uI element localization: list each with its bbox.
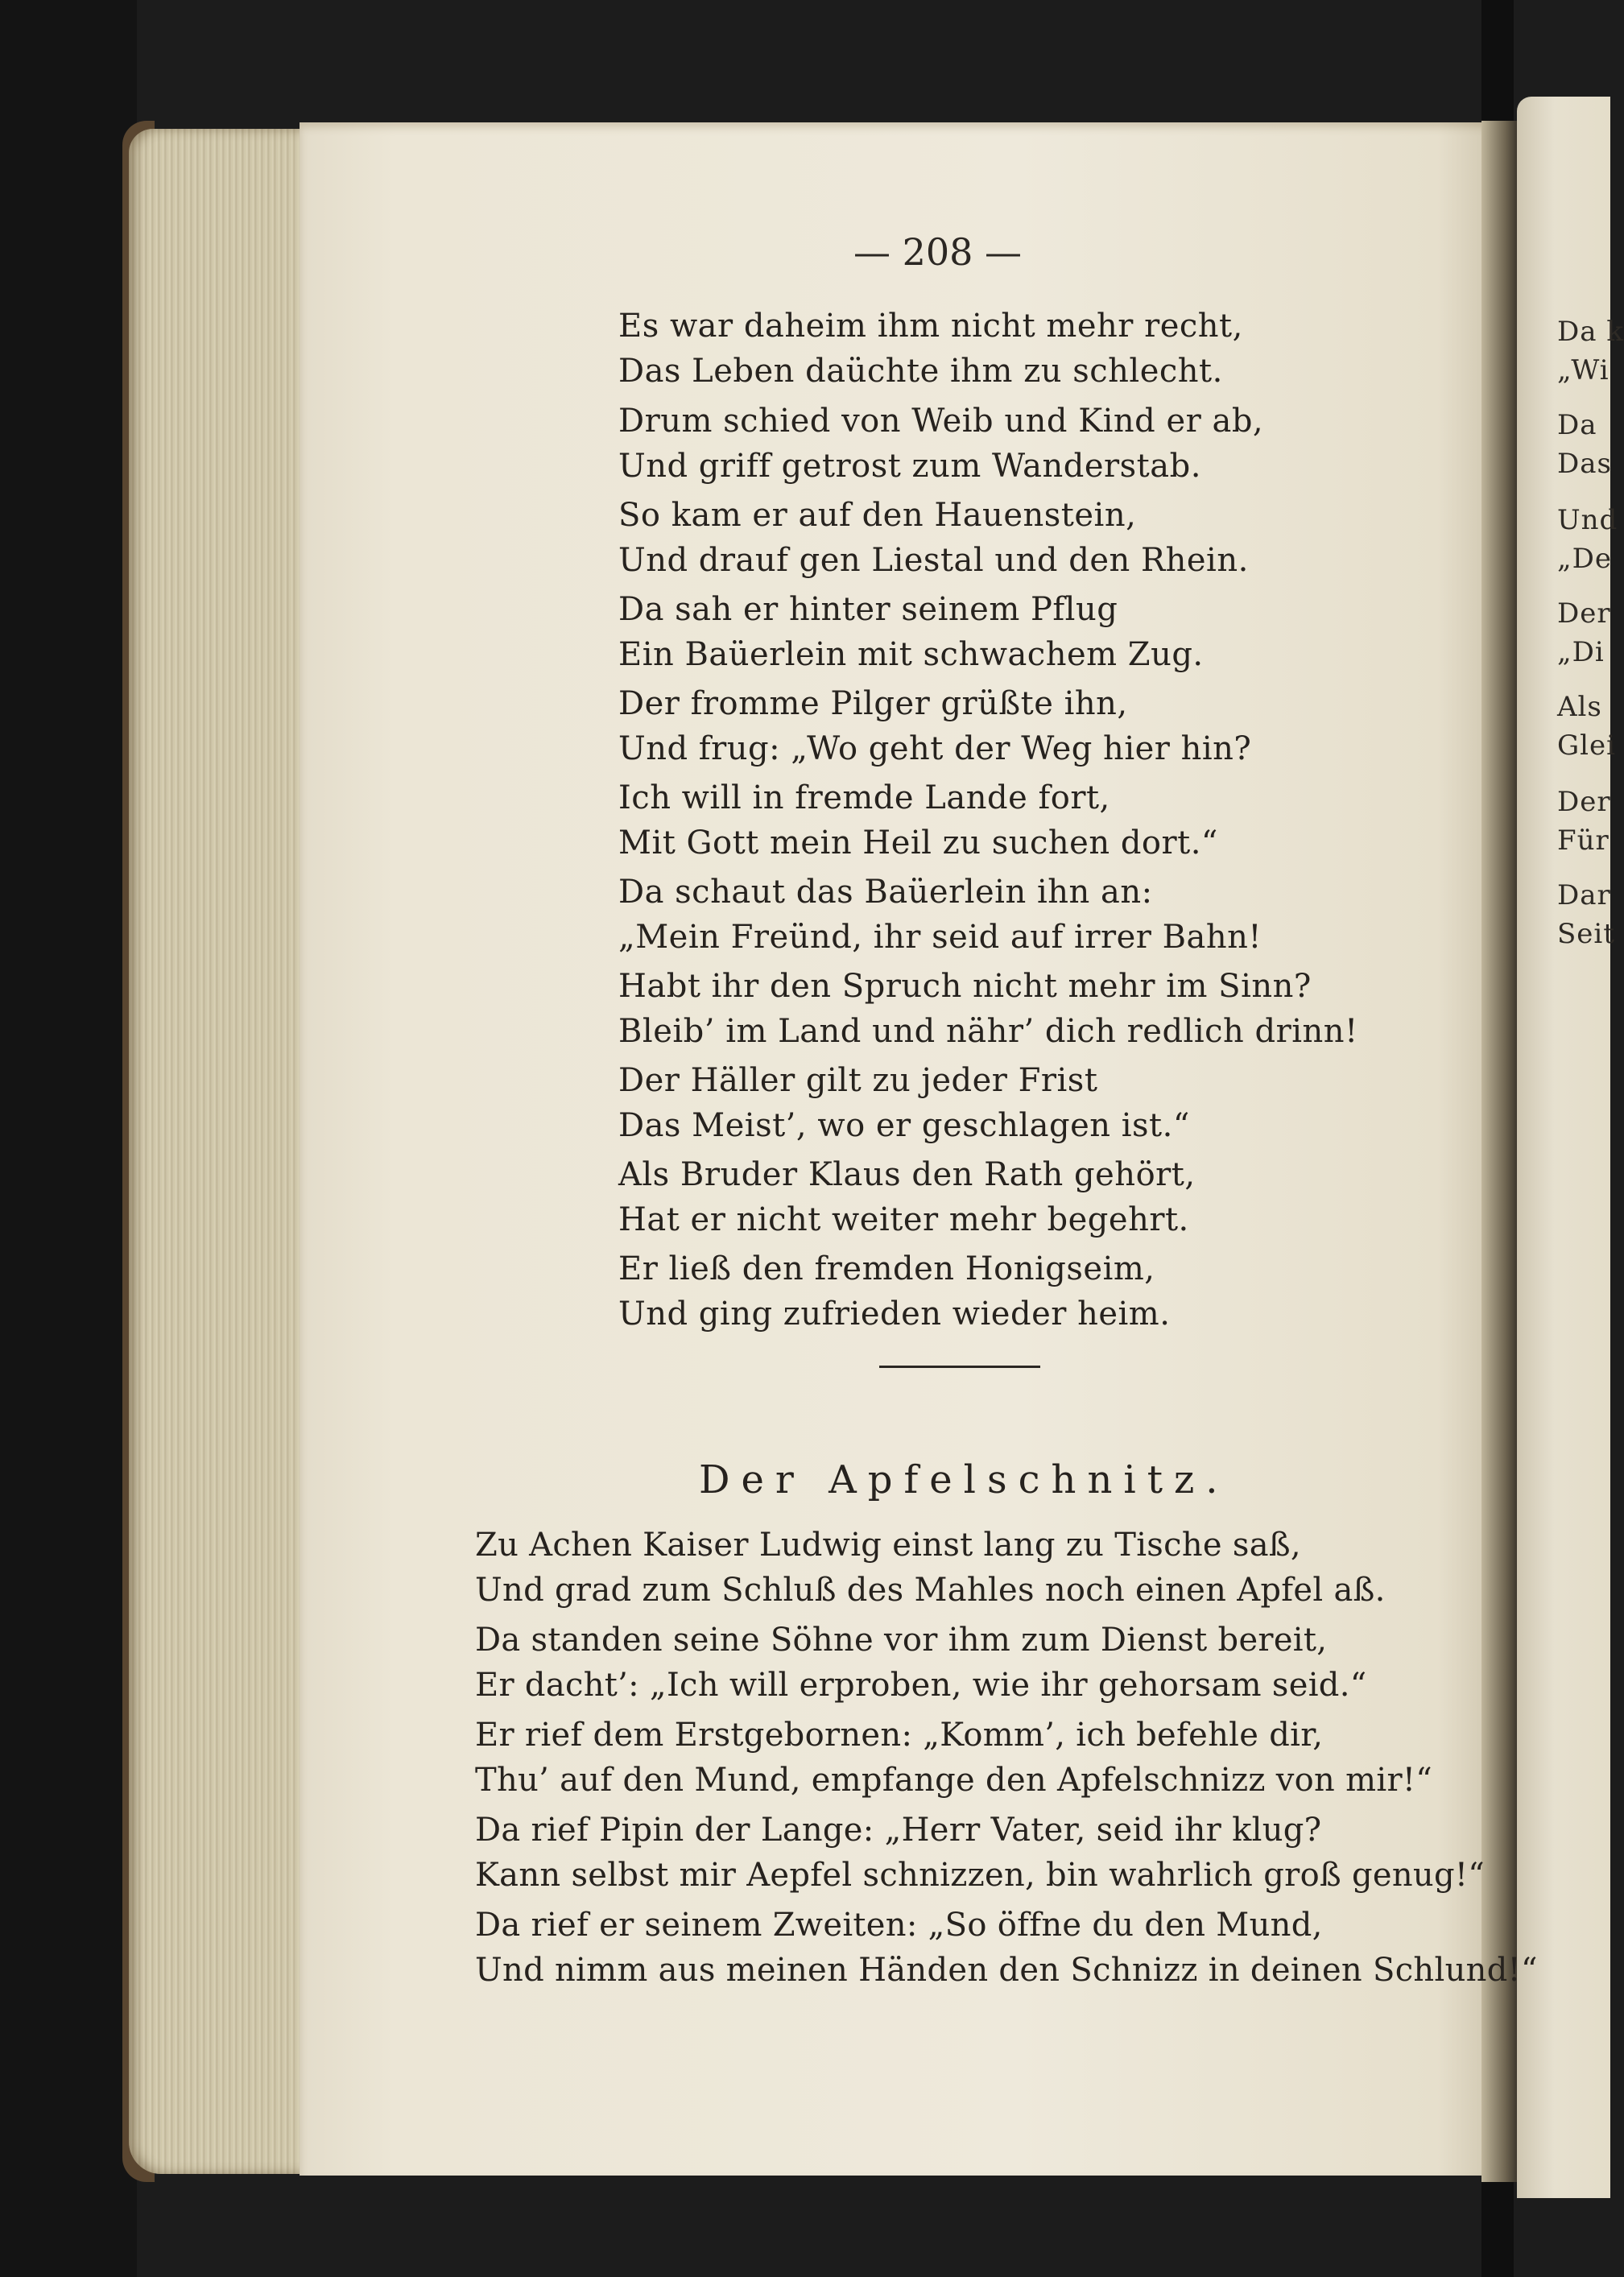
poem-line: Drum schied von Weib und Kind er ab, [618, 403, 1264, 440]
poem-line: Und drauf gen Liestal und den Rhein. [618, 542, 1249, 579]
facing-line: Seit [1557, 918, 1615, 950]
facing-line: Der [1557, 597, 1611, 630]
poem-line: Der fromme Pilger grüßte ihn, [618, 685, 1128, 722]
poem-line: Es war daheim ihm nicht mehr recht, [618, 308, 1243, 345]
poem-line: Und frug: „Wo geht der Weg hier hin? [618, 730, 1252, 767]
section-divider [879, 1366, 1040, 1368]
poem-line: Er ließ den fremden Honigseim, [618, 1250, 1155, 1287]
poem-line: Das Leben daüchte ihm zu schlecht. [618, 353, 1223, 390]
poem-line: Da standen seine Söhne vor ihm zum Dienst bereit, [475, 1622, 1328, 1659]
poem-line: Da rief Pipin der Lange: „Herr Vater, seid ihr klug? [475, 1812, 1322, 1849]
facing-line: Dar [1557, 879, 1611, 911]
backdrop [0, 0, 137, 2277]
poem-line: Zu Achen Kaiser Ludwig einst lang zu Tische saß, [475, 1527, 1301, 1564]
poem-line: Und ging zufrieden wieder heim. [618, 1296, 1171, 1333]
poem-line: So kam er auf den Hauenstein, [618, 497, 1137, 534]
poem-line: Der Häller gilt zu jeder Frist [618, 1062, 1098, 1099]
poem-line: Als Bruder Klaus den Rath gehört, [618, 1156, 1196, 1193]
poem-line: Und grad zum Schluß des Mahles noch einen Apfel aß. [475, 1572, 1386, 1609]
poem-line: Ein Baüerlein mit schwachem Zug. [618, 636, 1204, 673]
poem-line: Da schaut das Baüerlein ihn an: [618, 874, 1153, 911]
poem-line: Ich will in fremde Lande fort, [618, 779, 1110, 816]
poem-line: Er rief dem Erstgebornen: „Komm’, ich befehle dir, [475, 1717, 1324, 1754]
facing-line: Glei [1557, 729, 1617, 762]
facing-line: „Di [1557, 636, 1605, 668]
facing-line: Und [1557, 504, 1618, 536]
poem-line: Da rief er seinem Zweiten: „So öffne du den Mund, [475, 1907, 1323, 1944]
poem-line: Und griff getrost zum Wanderstab. [618, 448, 1201, 485]
poem-line: Habt ihr den Spruch nicht mehr im Sinn? [618, 968, 1312, 1005]
poem-line: „Mein Freünd, ihr seid auf irrer Bahn! [618, 919, 1262, 956]
poem-line: Mit Gott mein Heil zu suchen dort.“ [618, 824, 1218, 862]
poem-line: Hat er nicht weiter mehr begehrt. [618, 1201, 1189, 1238]
facing-line: „Wi [1557, 354, 1610, 386]
book-gutter [1481, 121, 1522, 2182]
facing-line: „De [1557, 543, 1612, 575]
poem-line: Und nimm aus meinen Händen den Schnizz in deinen Schlund!“ [475, 1952, 1538, 1989]
page-number: — 208 — [853, 230, 1023, 274]
facing-line: Da k [1557, 316, 1624, 348]
poem-line: Bleib’ im Land und nähr’ dich redlich drinn! [618, 1013, 1358, 1050]
facing-line: Das [1557, 448, 1612, 480]
facing-line: Da [1557, 409, 1597, 441]
poem-line: Das Meist’, wo er geschlagen ist.“ [618, 1107, 1190, 1144]
facing-line: Als [1557, 691, 1602, 723]
page-edges [129, 129, 322, 2174]
poem-line: Thu’ auf den Mund, empfange den Apfelschnizz von mir!“ [475, 1762, 1432, 1799]
poem-title: Der Apfelschnitz. [699, 1457, 1229, 1502]
poem-line: Kann selbst mir Aepfel schnizzen, bin wahrlich groß genug!“ [475, 1857, 1486, 1894]
poem-line: Da sah er hinter seinem Pflug [618, 591, 1118, 628]
facing-line: Für [1557, 824, 1610, 857]
poem-line: Er dacht’: „Ich will erproben, wie ihr gehorsam seid.“ [475, 1667, 1367, 1704]
facing-line: Der [1557, 786, 1611, 818]
